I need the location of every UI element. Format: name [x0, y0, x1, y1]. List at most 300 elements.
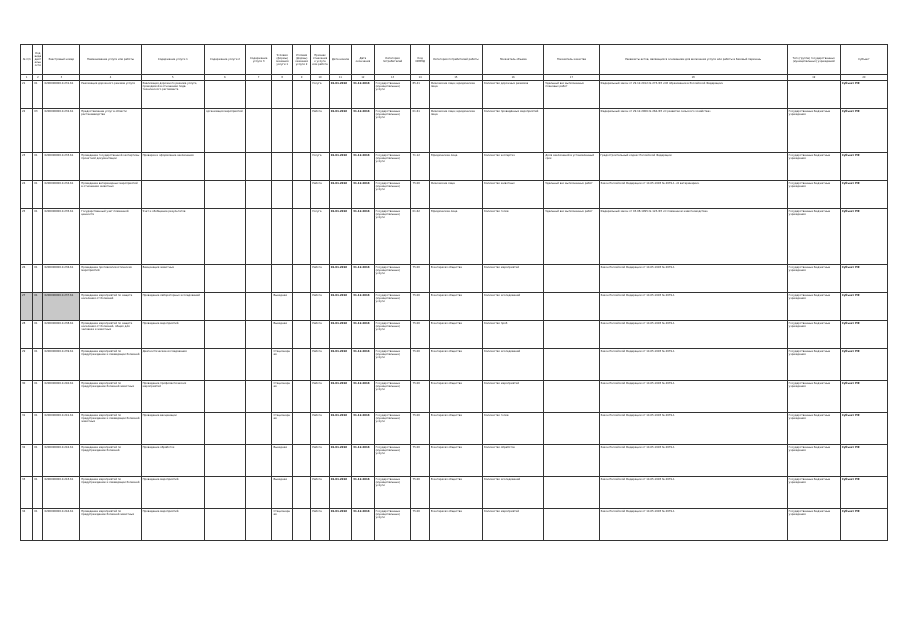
table-cell-f2: [292, 477, 310, 509]
table-cell-qual: [544, 477, 599, 509]
table-cell-c3: [245, 321, 272, 349]
table-cell-vol: Количество исследований: [483, 477, 544, 509]
table-cell-f1: Стационарная: [272, 349, 292, 381]
table-cell-reg: 0200000000.0.234.61: [43, 181, 80, 209]
table-cell-code: 01: [33, 181, 43, 209]
table-cell-code: 01: [33, 81, 43, 109]
table-cell-reg: 0200000000.0.236.61: [43, 265, 80, 293]
table-cell-cat: Государственные (муниципальные) услуги: [374, 293, 411, 321]
table-cell-cat: Государственные (муниципальные) услуги: [374, 413, 411, 445]
table-cell-d2: 31.12.2016: [352, 477, 374, 509]
table-cell-cw: Физические лица; юридические лица: [429, 109, 482, 153]
table-cell-okved: 75.00: [411, 265, 429, 293]
table-cell-n: 32: [21, 445, 33, 477]
table-cell-acts: Закон Российской Федерации от 14.05.1993 № 4979-1: [599, 413, 787, 445]
table-cell-okved: 75.00: [411, 181, 429, 209]
table-cell-d2: 31.12.2016: [352, 321, 374, 349]
table-cell-acts: Закон Российской Федерации от 14.05.1993 № 4979-1: [599, 349, 787, 381]
column-number: 17: [544, 75, 599, 81]
table-cell-acts: Градостроительный кодекс Российской Федерации: [599, 153, 787, 181]
table-cell-vol: Количество мероприятий: [483, 265, 544, 293]
table-cell-cw: В интересах общества: [429, 413, 482, 445]
table-cell-acts: Закон Российской Федерации от 14.05.1993 № 4979-1: [599, 445, 787, 477]
table-cell-d2: 31.12.2016: [352, 153, 374, 181]
table-cell-type: Государственные бюджетные учреждения: [787, 445, 840, 477]
table-cell-type: Государственные бюджетные учреждения: [787, 265, 840, 293]
table-cell-f2: [292, 181, 310, 209]
table-cell-n: 34: [21, 509, 33, 541]
table-cell-f1: Выездная: [272, 477, 292, 509]
table-cell-cat: Государственные (муниципальные) услуги: [374, 349, 411, 381]
column-header: Показатель объема: [483, 45, 544, 75]
table-cell-d2: 31.12.2016: [352, 109, 374, 153]
table-cell-c1: [141, 181, 204, 209]
table-cell-d1: 01.01.2016: [329, 349, 351, 381]
table-cell-okved: 71.12: [411, 153, 429, 181]
table-cell-c3: [245, 153, 272, 181]
table-cell-f1: Выездная: [272, 293, 292, 321]
table-cell-name: Проведение мероприятий по предупреждению болезней: [80, 445, 141, 477]
column-number: 4: [80, 75, 141, 81]
table-cell-type: Государственные бюджетные учреждения: [787, 321, 840, 349]
table-cell-qual: Удельный вес выполненных плановых работ: [544, 81, 599, 109]
table-cell-d2: 31.12.2016: [352, 293, 374, 321]
table-cell-d1: 01.01.2016: [329, 321, 351, 349]
table-cell-f2: [292, 293, 310, 321]
table-cell-c2: [205, 181, 246, 209]
table-cell-cat: Государственные (муниципальные) услуги: [374, 445, 411, 477]
table-cell-d2: 31.12.2016: [352, 265, 374, 293]
table-cell-cw: Физические лица; юридические лица: [429, 81, 482, 109]
table-cell-sign: Работа: [311, 265, 329, 293]
table-cell-c3: [245, 181, 272, 209]
table-cell-type: Государственные бюджетные учреждения: [787, 293, 840, 321]
table-cell-cw: В интересах общества: [429, 349, 482, 381]
table-cell-d1: 01.01.2016: [329, 413, 351, 445]
table-cell-name: Проведение мероприятий по защите населения от болезней: [80, 293, 141, 321]
table-cell-type: Государственные бюджетные учреждения: [787, 509, 840, 541]
table-cell-f2: [292, 81, 310, 109]
table-row: [21, 265, 888, 293]
column-header: Субъект: [840, 45, 887, 75]
table-cell-f1: [272, 181, 292, 209]
table-cell-name: Проведение мероприятий по предупреждению болезней животных: [80, 381, 141, 413]
table-cell-c3: [245, 445, 272, 477]
table-cell-c1: Проведение мероприятий: [141, 477, 204, 509]
column-header: № п/п: [21, 45, 33, 75]
table-cell-cw: Юридические лица: [429, 209, 482, 265]
table-cell-okved: 01.62: [411, 209, 429, 265]
table-cell-sign: Работа: [311, 381, 329, 413]
table-cell-reg: 0200000000.0.241.61: [43, 413, 80, 445]
table-cell-code: 01: [33, 321, 43, 349]
table-cell-c3: [245, 265, 272, 293]
table-cell-d1: 01.01.2016: [329, 265, 351, 293]
table-cell-c1: [141, 109, 204, 153]
table-cell-vol: Количество проведённых мероприятий: [483, 109, 544, 153]
table-cell-type: Государственные бюджетные учреждения: [787, 209, 840, 265]
table-cell-reg: 0200000000.0.233.61: [43, 153, 80, 181]
column-header: Показатель качества: [544, 45, 599, 75]
table-cell-qual: [544, 445, 599, 477]
column-header: Условия (формы) оказания услуги 2: [292, 45, 310, 75]
table-row: [21, 293, 888, 321]
table-cell-c1: Проведение мероприятий: [141, 509, 204, 541]
column-number: 2: [33, 75, 43, 81]
table-cell-type: Государственные бюджетные учреждения: [787, 153, 840, 181]
table-cell-okved: 75.00: [411, 293, 429, 321]
table-cell-d2: 31.12.2016: [352, 445, 374, 477]
table-cell-n: 26: [21, 265, 33, 293]
table-cell-subj: Субъект РФ: [840, 413, 887, 445]
table-cell-c3: [245, 477, 272, 509]
column-header: Реквизиты актов, являющихся основанием для включения услуги или работы в базовый перечень: [599, 45, 787, 75]
column-number: 6: [205, 75, 246, 81]
table-cell-f1: Выездная: [272, 321, 292, 349]
table-cell-c1: Проведение вакцинации: [141, 413, 204, 445]
table-cell-n: 27: [21, 293, 33, 321]
table-cell-f1: Выездная: [272, 445, 292, 477]
table-cell-okved: 01.61: [411, 109, 429, 153]
column-number: 3: [43, 75, 80, 81]
table-cell-subj: Субъект РФ: [840, 293, 887, 321]
table-cell-cat: Государственные (муниципальные) услуги: [374, 477, 411, 509]
table-cell-sign: Работа: [311, 181, 329, 209]
table-cell-qual: [544, 349, 599, 381]
table-cell-c3: [245, 81, 272, 109]
table-cell-sign: Работа: [311, 445, 329, 477]
table-cell-cw: В интересах общества: [429, 477, 482, 509]
table-cell-c1: Вакцинация животных: [141, 265, 204, 293]
table-cell-f2: [292, 209, 310, 265]
table-cell-f1: Стационарная: [272, 413, 292, 445]
table-cell-sign: Услуга: [311, 209, 329, 265]
table-cell-cw: В интересах общества: [429, 381, 482, 413]
column-number: 16: [483, 75, 544, 81]
table-row: [21, 445, 888, 477]
table-cell-d2: 31.12.2016: [352, 509, 374, 541]
table-row: [21, 153, 888, 181]
table-cell-c1: Проведение обработок: [141, 445, 204, 477]
column-header: Содержание услуги 1: [141, 45, 204, 75]
table-cell-qual: Удельный вес выполненных работ: [544, 209, 599, 265]
table-cell-vol: Количество проб: [483, 321, 544, 349]
table-cell-d2: 31.12.2016: [352, 81, 374, 109]
column-header: Реестровый номер: [43, 45, 80, 75]
table-cell-name: Проведение мероприятий по предупреждению и ликвидации болезней: [80, 349, 141, 381]
table-cell-qual: Доля заключений в установленный срок: [544, 153, 599, 181]
table-cell-qual: [544, 413, 599, 445]
table-cell-c3: [245, 413, 272, 445]
table-cell-c2: [205, 265, 246, 293]
table-cell-subj: Субъект РФ: [840, 209, 887, 265]
table-cell-reg: 0200000000.0.235.61: [43, 209, 80, 265]
table-cell-subj: Субъект РФ: [840, 349, 887, 381]
table-cell-sign: Работа: [311, 109, 329, 153]
table-cell-f2: [292, 321, 310, 349]
column-number: 13: [374, 75, 411, 81]
table-cell-acts: Федеральный закон от 29.12.2006 № 264-ФЗ «О развитии сельского хозяйства»: [599, 109, 787, 153]
column-number: 20: [840, 75, 887, 81]
table-cell-c3: [245, 381, 272, 413]
table-cell-d1: 01.01.2016: [329, 293, 351, 321]
table-cell-okved: 75.00: [411, 381, 429, 413]
table-cell-d2: 31.12.2016: [352, 181, 374, 209]
table-cell-f2: [292, 265, 310, 293]
table-cell-d2: 31.12.2016: [352, 413, 374, 445]
table-cell-qual: [544, 381, 599, 413]
table-cell-f1: [272, 81, 292, 109]
table-cell-name: Проведение государственной экспертизы проектной документации: [80, 153, 141, 181]
table-cell-qual: [544, 109, 599, 153]
table-cell-subj: Субъект РФ: [840, 153, 887, 181]
table-cell-reg: 0200000000.0.243.61: [43, 477, 80, 509]
column-header: Код вида деятельности: [33, 45, 43, 75]
column-number: 12: [352, 75, 374, 81]
table-cell-n: 25: [21, 209, 33, 265]
table-cell-f2: [292, 153, 310, 181]
column-header: Условия (формы) оказания услуги 1: [272, 45, 292, 75]
table-row: [21, 209, 888, 265]
table-cell-reg: 0200000000.0.238.61: [43, 321, 80, 349]
table-cell-cw: В интересах общества: [429, 265, 482, 293]
table-cell-subj: Субъект РФ: [840, 181, 887, 209]
table-cell-reg: 0200000000.0.240.61: [43, 381, 80, 413]
table-cell-vol: Количество исследований: [483, 293, 544, 321]
table-cell-cw: Юридические лица: [429, 153, 482, 181]
column-header: Дата окончания: [352, 45, 374, 75]
column-header: Наименование услуги или работы: [80, 45, 141, 75]
table-cell-subj: Субъект РФ: [840, 109, 887, 153]
table-cell-d1: 01.01.2016: [329, 477, 351, 509]
table-cell-d1: 01.01.2016: [329, 81, 351, 109]
table-cell-f2: [292, 445, 310, 477]
table-cell-c3: [245, 293, 272, 321]
table-cell-c1: Диагностические исследования: [141, 349, 204, 381]
table-cell-cat: Государственные (муниципальные) услуги: [374, 109, 411, 153]
table-cell-name: Реализация дорожного режима услуги: [80, 81, 141, 109]
table-cell-subj: Субъект РФ: [840, 445, 887, 477]
table-cell-name: Проведение мероприятий по предупреждению и ликвидации болезней: [80, 477, 141, 509]
table-cell-f1: [272, 209, 292, 265]
table-row: [21, 181, 888, 209]
table-cell-c1: Реализация дорожного режима услуги, проводимой в отношении подв. технического регламента: [141, 81, 204, 109]
registry-table: [20, 44, 888, 541]
table-cell-type: Государственные бюджетные учреждения: [787, 349, 840, 381]
table-cell-c2: организация мероприятий: [205, 109, 246, 153]
table-cell-cat: Государственные (муниципальные) услуги: [374, 209, 411, 265]
table-cell-sign: Работа: [311, 349, 329, 381]
table-cell-cat: Государственные (муниципальные) услуги: [374, 81, 411, 109]
table-cell-vol: Количество дорожных режимов: [483, 81, 544, 109]
table-cell-vol: Количество мероприятий: [483, 509, 544, 541]
table-cell-c2: [205, 81, 246, 109]
table-cell-d2: 31.12.2016: [352, 349, 374, 381]
table-cell-okved: 85.41: [411, 81, 429, 109]
table-cell-vol: Количество исследований: [483, 349, 544, 381]
table-cell-code: 01: [33, 349, 43, 381]
table-cell-acts: Федеральный закон от 03.08.1995 № 123-ФЗ «О племенном животноводстве»: [599, 209, 787, 265]
table-cell-cw: В интересах общества: [429, 293, 482, 321]
table-cell-cat: Государственные (муниципальные) услуги: [374, 381, 411, 413]
table-cell-acts: Закон Российской Федерации от 14.05.1993 № 4979-1: [599, 293, 787, 321]
column-number: 15: [429, 75, 482, 81]
column-header: Содержание услуги 3: [245, 45, 272, 75]
table-cell-subj: Субъект РФ: [840, 477, 887, 509]
table-cell-acts: Закон Российской Федерации от 14.05.1993 № 4979-1: [599, 265, 787, 293]
column-number: 5: [141, 75, 204, 81]
column-number: 11: [329, 75, 351, 81]
table-cell-d2: 31.12.2016: [352, 209, 374, 265]
table-cell-acts: Закон Российской Федерации от 14.05.1993 № 4979-1 «О ветеринарии»: [599, 181, 787, 209]
table-cell-sign: Услуга: [311, 81, 329, 109]
column-header: Дата начала: [329, 45, 351, 75]
table-cell-reg: 0200000000.0.237.61: [43, 293, 80, 321]
table-cell-cat: Государственные (муниципальные) услуги: [374, 509, 411, 541]
table-cell-f1: [272, 109, 292, 153]
table-cell-c3: [245, 349, 272, 381]
table-cell-name: Проведение ветеринарных мероприятий в отношении животных: [80, 181, 141, 209]
table-cell-cat: Государственные (муниципальные) услуги: [374, 321, 411, 349]
table-cell-c2: [205, 209, 246, 265]
table-cell-f1: [272, 265, 292, 293]
table-cell-code: 01: [33, 153, 43, 181]
table-row: [21, 477, 888, 509]
column-header: Категория потребителей: [374, 45, 411, 75]
column-number: 7: [245, 75, 272, 81]
table-cell-subj: Субъект РФ: [840, 81, 887, 109]
column-header: Признак отнесения к услуге или работе: [311, 45, 329, 75]
table-cell-name: Проведение мероприятий по защите населения от болезней, общих для человека и животных: [80, 321, 141, 349]
table-cell-code: 01: [33, 381, 43, 413]
table-cell-type: Государственные бюджетные учреждения: [787, 181, 840, 209]
table-cell-reg: 0200000000.0.239.61: [43, 349, 80, 381]
table-cell-n: 29: [21, 349, 33, 381]
table-cell-cw: В интересах общества: [429, 445, 482, 477]
table-cell-code: 03: [33, 109, 43, 153]
table-row: [21, 81, 888, 109]
table-cell-acts: Федеральный закон от 29.12.2012 № 273-ФЗ «Об образовании в Российской Федерации»: [599, 81, 787, 109]
table-row: [21, 321, 888, 349]
table-cell-okved: 75.00: [411, 321, 429, 349]
table-cell-n: 21: [21, 81, 33, 109]
column-header: Тип (группа) государственных (муниципальных) учреждений: [787, 45, 840, 75]
table-cell-c3: [245, 509, 272, 541]
table-row: [21, 349, 888, 381]
table-cell-d1: 01.01.2016: [329, 209, 351, 265]
table-cell-type: Государственные бюджетные учреждения: [787, 109, 840, 153]
table-cell-c1: Проведение мероприятий: [141, 321, 204, 349]
table-cell-c2: [205, 293, 246, 321]
column-number: 10: [311, 75, 329, 81]
table-cell-n: 24: [21, 181, 33, 209]
table-row: [21, 509, 888, 541]
table-cell-subj: Субъект РФ: [840, 321, 887, 349]
table-cell-sign: Работа: [311, 477, 329, 509]
table-cell-d2: 31.12.2016: [352, 381, 374, 413]
table-cell-reg: 0200000000.0.242.61: [43, 445, 80, 477]
table-cell-d1: 01.01.2016: [329, 445, 351, 477]
table-cell-n: 30: [21, 381, 33, 413]
table-row: [21, 109, 888, 153]
column-number: 8: [272, 75, 292, 81]
table-cell-c1: Проведение профилактических мероприятий: [141, 381, 204, 413]
table-cell-name: Проведение противоэпизоотических мероприятий: [80, 265, 141, 293]
table-cell-sign: Работа: [311, 321, 329, 349]
table-cell-name: Проведение мероприятий по предупреждению и ликвидации болезней животных: [80, 413, 141, 445]
table-cell-cat: Государственные (муниципальные) услуги: [374, 265, 411, 293]
table-cell-code: 01: [33, 445, 43, 477]
table-cell-cw: В интересах общества: [429, 509, 482, 541]
table-cell-name: Предоставление услуг в области растениеводства: [80, 109, 141, 153]
table-cell-c2: [205, 477, 246, 509]
table-cell-code: 01: [33, 265, 43, 293]
table-cell-c1: Учет и обобщение результатов: [141, 209, 204, 265]
table-cell-f1: [272, 153, 292, 181]
table-cell-cat: Государственные (муниципальные) услуги: [374, 181, 411, 209]
table-cell-name: Государственный учет племенной ценности: [80, 209, 141, 265]
table-cell-c1: Проведение лабораторных исследований: [141, 293, 204, 321]
column-number: 14: [411, 75, 429, 81]
table-cell-c2: [205, 321, 246, 349]
table-cell-c3: [245, 209, 272, 265]
table-cell-n: 31: [21, 413, 33, 445]
table-cell-cat: Государственные (муниципальные) услуги: [374, 153, 411, 181]
table-cell-okved: 75.00: [411, 413, 429, 445]
table-cell-n: 22: [21, 109, 33, 153]
table-cell-vol: Количество обработок: [483, 445, 544, 477]
table-cell-type: [787, 81, 840, 109]
table-cell-reg: 0200000000.0.231.61: [43, 81, 80, 109]
table-cell-code: 01: [33, 293, 43, 321]
table-cell-vol: Количество голов: [483, 413, 544, 445]
table-cell-d1: 01.01.2016: [329, 381, 351, 413]
table-cell-code: 01: [33, 209, 43, 265]
table-row: [21, 413, 888, 445]
table-cell-qual: [544, 293, 599, 321]
table-cell-c3: [245, 109, 272, 153]
table-cell-code: 01: [33, 509, 43, 541]
table-cell-c1: Проверка и оформление заключения: [141, 153, 204, 181]
table-cell-acts: Закон Российской Федерации от 14.05.1993 № 4979-1: [599, 321, 787, 349]
table-cell-okved: 75.00: [411, 509, 429, 541]
table-cell-sign: Работа: [311, 413, 329, 445]
header-row: [21, 45, 888, 75]
column-number: 1: [21, 75, 33, 81]
table-cell-acts: Закон Российской Федерации от 14.05.1993 № 4979-1: [599, 477, 787, 509]
table-cell-d1: 01.01.2016: [329, 153, 351, 181]
table-row: [21, 381, 888, 413]
table-cell-okved: 75.00: [411, 349, 429, 381]
table-cell-f1: Стационарная: [272, 509, 292, 541]
table-cell-subj: Субъект РФ: [840, 509, 887, 541]
table-cell-cw: В интересах общества: [429, 321, 482, 349]
table-cell-vol: Количество мероприятий: [483, 381, 544, 413]
column-header: Содержание услуги 2: [205, 45, 246, 75]
table-cell-c2: [205, 381, 246, 413]
column-header: Категория потребителей работы: [429, 45, 482, 75]
table-cell-subj: Субъект РФ: [840, 381, 887, 413]
column-number: 19: [787, 75, 840, 81]
table-cell-vol: Количество голов: [483, 209, 544, 265]
table-cell-vol: Количество экспертиз: [483, 153, 544, 181]
table-cell-code: 01: [33, 413, 43, 445]
table-cell-qual: [544, 321, 599, 349]
table-cell-okved: 75.00: [411, 445, 429, 477]
table-cell-type: Государственные бюджетные учреждения: [787, 381, 840, 413]
table-cell-f2: [292, 381, 310, 413]
column-number: 18: [599, 75, 787, 81]
